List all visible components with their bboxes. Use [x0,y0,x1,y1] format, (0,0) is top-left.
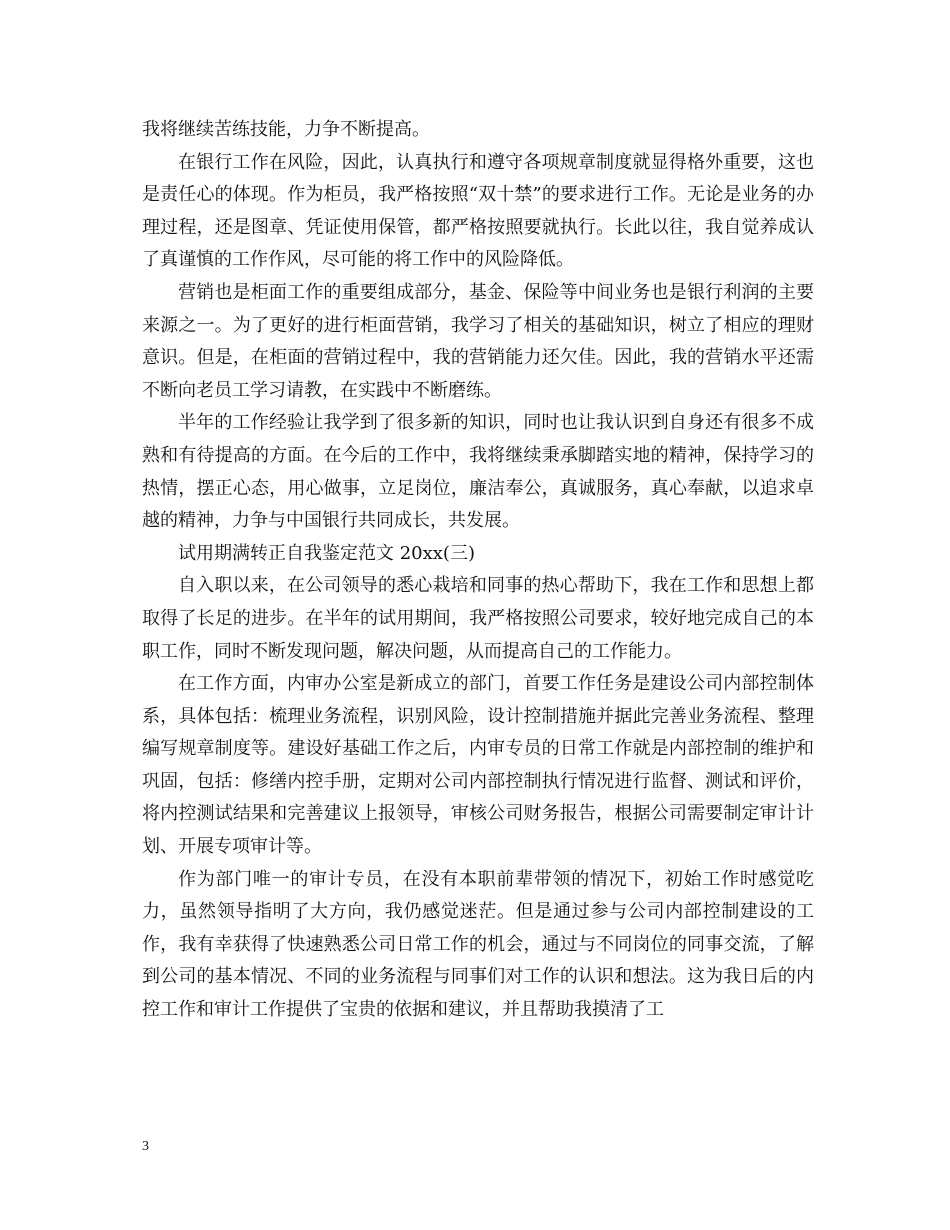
paragraph-continuation: 我将继续苦练技能，力争不断提高。 [142,119,430,140]
paragraph-summary: 半年的工作经验让我学到了很多新的知识，同时也让我认识到自身还有很多不成熟和有待提高的方面。在今后的工作中，我将继续秉承脚踏实地的精神，保持学习的热情，摆正心态，用心做事，立足岗位，廉洁奉公，真诚服务，真心奉献，以追求卓越的精神，力争与中国银行共同成长，共发展。 [142,412,814,532]
paragraph-intro: 自入职以来，在公司领导的悉心栽培和同事的热心帮助下，我在工作和思想上都取得了长足的进步。在半年的试用期间，我严格按照公司要求，较好地完成自己的本职工作，同时不断发现问题，解决问题，从而提高自己的工作能力。 [142,575,814,662]
page-number: 3 [142,1139,149,1154]
paragraph-auditor: 作为部门唯一的审计专员，在没有本职前辈带领的情况下，初始工作时感觉吃力，虽然领导指明了大方向，我仍感觉迷茫。但是通过参与公司内部控制建设的工作，我有幸获得了快速熟悉公司日常工作的机会，通过与不同岗位的同事交流，了解到公司的基本情况、不同的业务流程与同事们对工作的认识和想法。这为我日后的内控工作和审计工作提供了宝贵的依据和建议，并且帮助我摸清了工 [142,868,814,1021]
document-body [142,114,814,1027]
paragraph-risk: 在银行工作在风险，因此，认真执行和遵守各项规章制度就显得格外重要，这也是责任心的体现。作为柜员，我严格按照“双十禁”的要求进行工作。无论是业务的办理过程，还是图章、凭证使用保管，都严格按照要就执行。长此以往，我自觉养成认了真谨慎的工作作风，尽可能的将工作中的风险降低。 [142,151,814,271]
paragraph-marketing: 营销也是柜面工作的重要组成部分，基金、保险等中间业务也是银行利润的主要来源之一。为了更好的进行柜面营销，我学习了相关的基础知识，树立了相应的理财意识。但是，在柜面的营销过程中，我的营销能力还欠佳。因此，我的营销水平还需不断向老员工学习请教，在实践中不断磨练。 [142,281,814,401]
section-heading: 试用期满转正自我鉴定范文 20xx(三) [178,542,475,564]
paragraph-work: 在工作方面，内审办公室是新成立的部门，首要工作任务是建设公司内部控制体系，具体包括：梳理业务流程，识别风险，设计控制措施并据此完善业务流程、整理编写规章制度等。建设好基础工作之后，内审专员的日常工作就是内部控制的维护和巩固，包括：修缮内控手册，定期对公司内部控制执行情况进行监督、测试和评价，将内控测试结果和完善建议上报领导，审核公司财务报告，根据公司需要制定审计计划、开展专项审计等。 [142,673,814,858]
